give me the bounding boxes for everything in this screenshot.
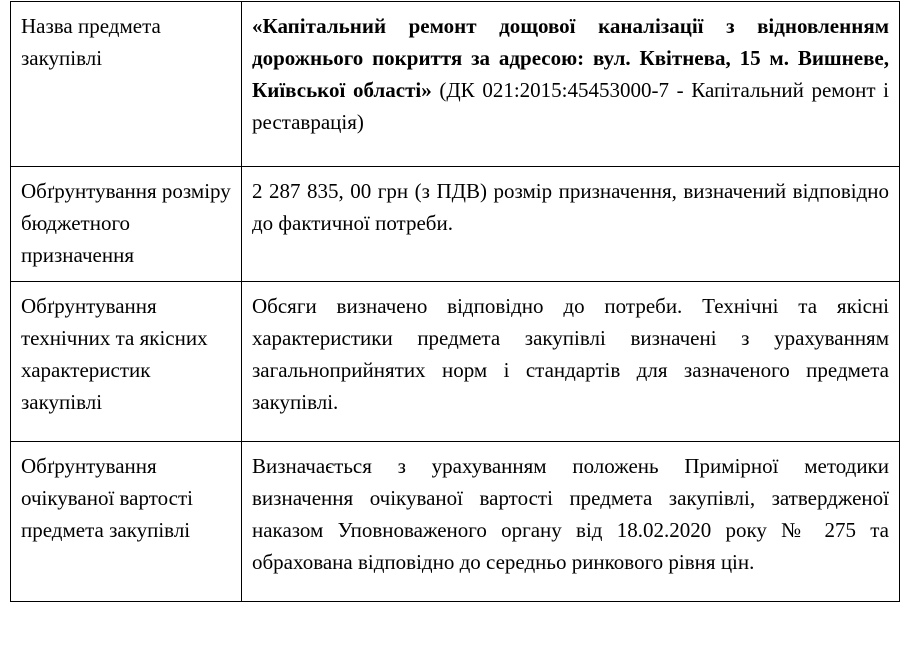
table-row-budget — [11, 167, 900, 282]
row-value — [242, 2, 900, 167]
row-label: Назва предмета закупівлі — [11, 2, 242, 167]
table-row-technical — [11, 282, 900, 442]
table-row-expected-cost — [11, 442, 900, 602]
row-value: Обсяги визначено відповідно до потреби. Технічні та якісні характеристики предмета закупівлі визначені з урахуванням загальноприйнятих норм і стандартів для зазначеного предмета закупівлі. — [242, 282, 900, 442]
table-row-subject — [11, 2, 900, 167]
procurement-justification-table — [10, 1, 900, 602]
row-label: Обґрунтування очікуваної вартості предмета закупівлі — [11, 442, 242, 602]
row-value: 2 287 835, 00 грн (з ПДВ) розмір призначення, визначений відповідно до фактичної потреби. — [242, 167, 900, 282]
row-value: Визначається з урахуванням положень Примірної методики визначення очікуваної вартості предмета закупівлі, затвердженої наказом Уповноваженого органу від 18.02.2020 року № 275 та обрахована відповідно до середньо ринкового рівня цін. — [242, 442, 900, 602]
row-label: Обґрунтування розміру бюджетного призначення — [11, 167, 242, 282]
procurement-subject-title: «Капітальний ремонт дощової каналізації з відновленням дорожнього покриття за адресою: вул. Квітнева, 15 м. Вишневе, Київської області» — [252, 14, 889, 102]
row-label: Обґрунтування технічних та якісних характеристик закупівлі — [11, 282, 242, 442]
procurement-subject-code: (ДК 021:2015:45453000-7 - Капітальний ремонт і реставрація) — [252, 78, 889, 134]
